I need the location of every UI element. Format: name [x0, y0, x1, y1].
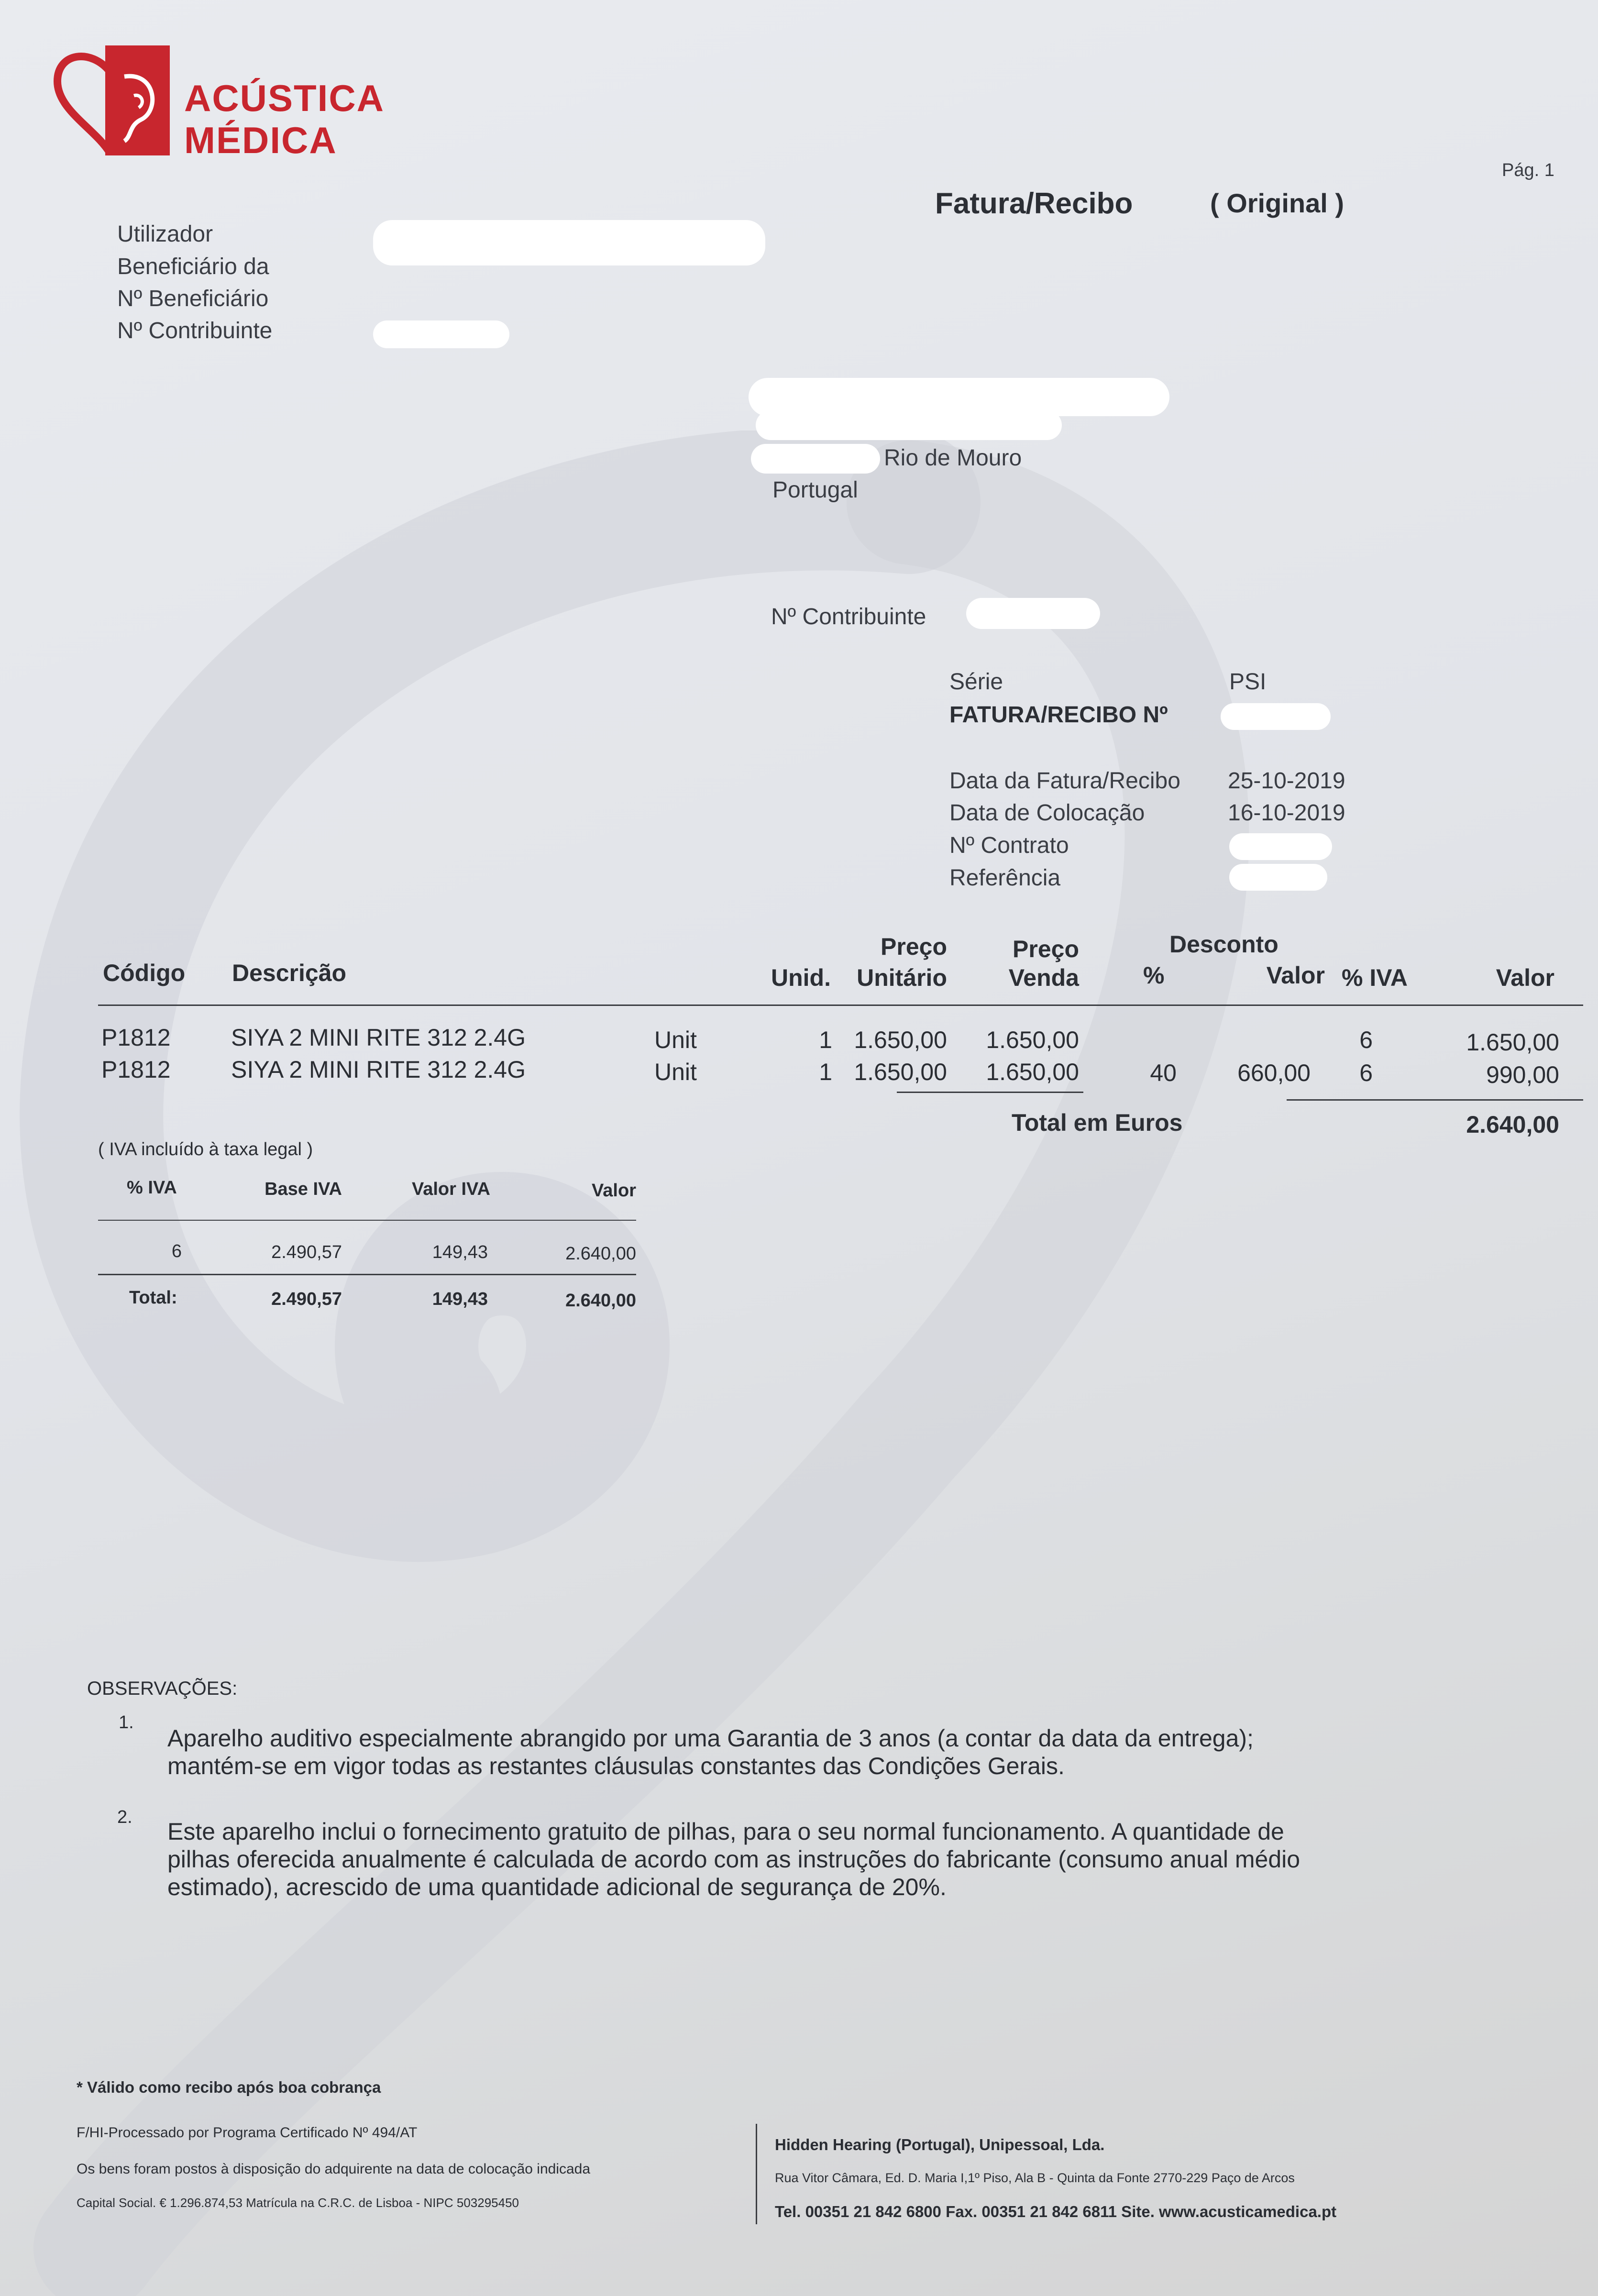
- item-2-descricao: SIYA 2 MINI RITE 312 2.4G: [231, 1056, 526, 1083]
- col-venda: Venda: [1008, 964, 1079, 991]
- meta-serie-label: Série: [949, 669, 1003, 695]
- items-rule-left: [897, 1092, 1083, 1093]
- vat-row-base: 2.490,57: [271, 1242, 342, 1262]
- col-valor: Valor: [1496, 964, 1554, 991]
- footer-goods-note: Os bens foram postos à disposição do adquirente na data de colocação indicada: [77, 2161, 591, 2177]
- meta-data-colocacao-value: 16-10-2019: [1228, 800, 1345, 826]
- col-descricao: Descrição: [232, 960, 347, 986]
- item-1-preco-unitario: 1.650,00: [854, 1027, 947, 1053]
- vat-header-rule: [98, 1220, 636, 1221]
- item-1-preco-venda: 1.650,00: [986, 1027, 1079, 1053]
- logo-line-2: MÉDICA: [184, 119, 337, 161]
- observation-1-number: 1.: [119, 1712, 134, 1733]
- document-copy-type: ( Original ): [1210, 188, 1344, 218]
- item-1-qty: 1: [819, 1027, 832, 1053]
- redacted-fatura-number: [1221, 703, 1331, 730]
- col-preco-2: Preço: [1013, 936, 1079, 962]
- logo-line-1: ACÚSTICA: [184, 77, 385, 119]
- footer-company-name: Hidden Hearing (Portugal), Unipessoal, Lda.: [775, 2136, 1105, 2153]
- item-2-codigo: P1812: [101, 1056, 171, 1083]
- item-2-preco-unitario: 1.650,00: [854, 1059, 947, 1085]
- meta-data-fatura-value: 25-10-2019: [1228, 768, 1345, 794]
- vat-row-iva: 6: [171, 1241, 182, 1261]
- logo-heart-ear-icon: [53, 43, 172, 163]
- col-iva: % IVA: [1342, 964, 1408, 991]
- page-number: Pág. 1: [1502, 160, 1554, 180]
- vat-col-iva: % IVA: [127, 1178, 177, 1198]
- vat-row-valor-iva: 149,43: [432, 1242, 488, 1262]
- col-unid: Unid.: [771, 964, 831, 991]
- items-rule-right: [1287, 1099, 1583, 1101]
- item-2-unit: Unit: [654, 1059, 697, 1085]
- redacted-user-nif: [373, 320, 509, 348]
- vat-total-rule: [98, 1274, 636, 1275]
- vat-row-valor: 2.640,00: [565, 1244, 636, 1264]
- item-1-unit: Unit: [654, 1027, 697, 1053]
- vat-note: ( IVA incluído à taxa legal ): [98, 1139, 313, 1159]
- item-1-valor: 1.650,00: [1466, 1029, 1559, 1056]
- redacted-user-name: [373, 220, 765, 265]
- footer-capital: Capital Social. € 1.296.874,53 Matrícula na C.R.C. de Lisboa - NIPC 503295450: [77, 2196, 519, 2210]
- label-beneficiario: Beneficiário da: [117, 254, 269, 279]
- item-2-valor: 990,00: [1486, 1061, 1559, 1088]
- col-codigo: Código: [103, 960, 186, 986]
- col-preco-1: Preço: [881, 933, 947, 960]
- col-desconto-valor: Valor: [1266, 962, 1325, 989]
- item-2-preco-venda: 1.650,00: [986, 1059, 1079, 1085]
- item-2-qty: 1: [819, 1059, 832, 1085]
- redacted-recipient-nif: [966, 598, 1100, 629]
- vat-col-valor-iva: Valor IVA: [411, 1179, 490, 1199]
- recipient-nif-label: Nº Contribuinte: [771, 604, 926, 629]
- watermark-graphic: [0, 430, 1598, 2296]
- observations-title: OBSERVAÇÕES:: [87, 1678, 238, 1699]
- item-1-descricao: SIYA 2 MINI RITE 312 2.4G: [231, 1024, 526, 1051]
- redacted-address-line-2: [756, 410, 1062, 440]
- redacted-referencia: [1229, 864, 1327, 891]
- redacted-postal-code: [751, 444, 880, 474]
- vat-col-valor: Valor: [592, 1181, 636, 1201]
- item-2-desconto-pct: 40: [1150, 1060, 1177, 1086]
- vat-total-label: Total:: [129, 1288, 177, 1308]
- label-utilizador: Utilizador: [117, 221, 213, 247]
- meta-fatura-label: FATURA/RECIBO Nº: [949, 702, 1168, 728]
- redacted-contrato: [1229, 833, 1332, 860]
- footer-receipt-note: * Válido como recibo após boa cobrança: [77, 2078, 381, 2096]
- address-city: Rio de Mouro: [884, 445, 1022, 471]
- vat-total-base: 2.490,57: [271, 1289, 342, 1309]
- items-header-rule: [98, 1004, 1583, 1006]
- item-1-codigo: P1812: [101, 1024, 171, 1051]
- col-unitario: Unitário: [857, 964, 947, 991]
- footer-divider: [756, 2124, 757, 2224]
- company-logo: [53, 43, 435, 163]
- document-title: Fatura/Recibo: [935, 187, 1133, 220]
- label-n-contribuinte: Nº Contribuinte: [117, 318, 273, 343]
- total-label: Total em Euros: [1012, 1109, 1183, 1136]
- total-value: 2.640,00: [1466, 1111, 1559, 1138]
- observation-2-text: Este aparelho inclui o fornecimento gratuito de pilhas, para o seu normal funcionamento. A quantidade de pilhas oferecida anualmente é calculada de acordo com as instruções do fabricante (consumo anual médio estimado), acrescido de uma quantidade adicional de segurança de 20%.: [167, 1818, 1300, 1900]
- meta-data-fatura-label: Data da Fatura/Recibo: [949, 768, 1180, 794]
- footer-address: Rua Vitor Câmara, Ed. D. Maria I,1º Piso, Ala B - Quinta da Fonte 2770-229 Paço de Arcos: [775, 2171, 1295, 2185]
- vat-col-base: Base IVA: [264, 1179, 342, 1199]
- meta-serie-value: PSI: [1229, 669, 1267, 695]
- observation-1-text: Aparelho auditivo especialmente abrangido por uma Garantia de 3 anos (a contar da data da entrega); mantém-se em vigor todas as restantes cláusulas constantes das Condições Gerais.: [167, 1725, 1254, 1779]
- item-1-iva: 6: [1359, 1027, 1373, 1053]
- vat-total-valor: 2.640,00: [565, 1291, 636, 1311]
- label-n-beneficiario: Nº Beneficiário: [117, 286, 269, 311]
- meta-data-colocacao-label: Data de Colocação: [949, 800, 1145, 826]
- meta-contrato-label: Nº Contrato: [949, 833, 1069, 858]
- vat-total-valor-iva: 149,43: [432, 1289, 488, 1309]
- item-2-iva: 6: [1359, 1060, 1373, 1086]
- meta-referencia-label: Referência: [949, 865, 1061, 891]
- observation-2-number: 2.: [117, 1807, 132, 1827]
- footer-certification: F/HI-Processado por Programa Certificado Nº 494/AT: [77, 2125, 418, 2141]
- col-desconto: Desconto: [1169, 931, 1278, 958]
- item-2-desconto-valor: 660,00: [1237, 1060, 1311, 1086]
- address-country: Portugal: [772, 477, 858, 503]
- footer-contacts: Tel. 00351 21 842 6800 Fax. 00351 21 842 6811 Site. www.acusticamedica.pt: [775, 2203, 1337, 2220]
- col-desconto-pct: %: [1143, 962, 1165, 989]
